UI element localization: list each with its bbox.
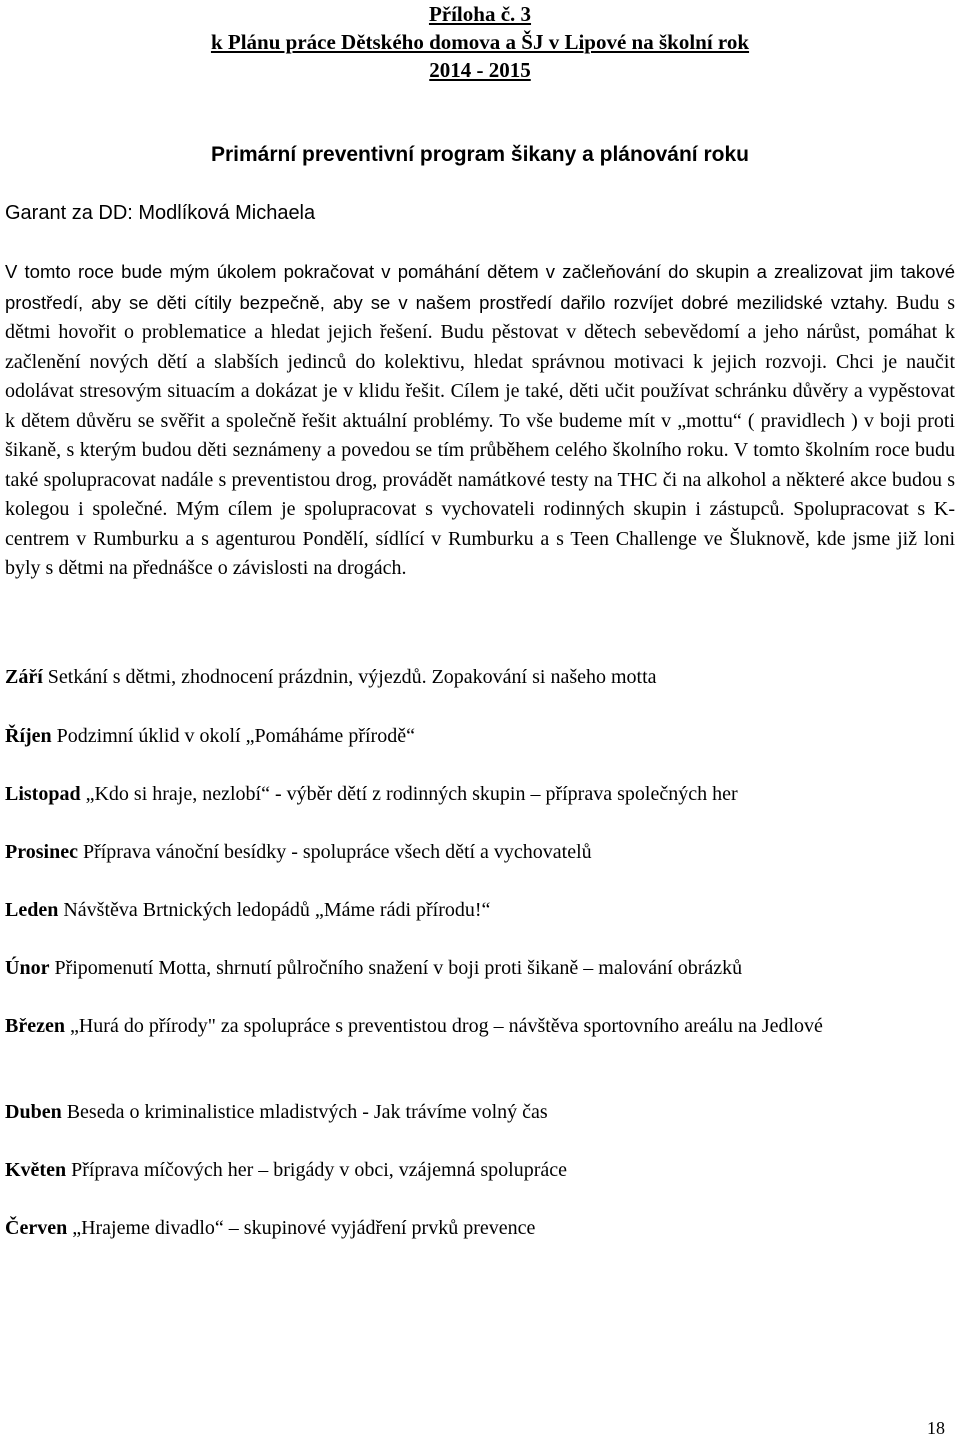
page-number: 18 [927,1418,945,1438]
month-item-unor [5,954,955,983]
month-name: Prosinec [5,841,78,863]
month-name: Květen [5,1159,67,1181]
month-name: Duben [5,1101,62,1123]
month-activity: „Kdo si hraje, nezlobí“ - výběr dětí z rodinných skupin – příprava společných her [80,783,738,805]
annex-label: Příloha č. 3 [428,2,532,26]
document-header [0,0,960,84]
month-name: Březen [5,1015,65,1037]
intro-paragraph [5,257,955,584]
month-item-prosinec [5,838,955,867]
month-item-duben [5,1098,955,1127]
month-activity: „Hrajeme divadlo“ – skupinové vyjádření prvků prevence [67,1217,536,1239]
intro-part-2: Budu s dětmi hovořit o problematice a hledat jejich řešení. Budu pěstovat v dětech sebevědomí a jeho nárůst, pomáhat k začlenění nových dětí a slabších jedinců do kolektivu, hledat správnou motivaci k jejich rozvoji. Chci je naučit odolávat stresovým situacím a dokázat je v klidu řešit. Cílem je také, děti učit používat schránku důvěry a vypěstovat k dětem důvěru se svěřit a společně řešit aktuální problémy. To vše budeme mít v „mottu“ ( pravidlech ) v boji proti šikaně, s kterým budou děti seznámeny a povedou se tím průběhem celého školního roku. V tomto školním roce budu také spolupracovat nadále s preventistou drog, provádět namátkové testy na THC či na alkohol a některé akce budou s kolegou i společné. Mým cílem je spolupracovat s vychovateli rodinných skupin i zástupců. Spolupracovat s K- centrem v Rumburku a s agenturou Pondělí, sídlící v Rumburku a s Teen Challenge ve Šluknově, kde jsme již loni byly s dětmi na přednášce o závislosti na drogách. [5,291,955,579]
month-item-listopad [5,780,955,809]
month-item-brezen [5,1012,955,1041]
program-title: Primární preventivní program šikany a plánování roku [210,143,749,166]
month-activity: Připomenutí Motta, shrnutí půlročního snažení v boji proti šikaně – malování obrázků [49,957,743,979]
month-name: Leden [5,899,59,921]
month-item-rijen [5,722,955,751]
month-activity: Setkání s dětmi, zhodnocení prázdnin, výjezdů. Zopakování si našeho motta [42,666,657,688]
month-item-zari [5,663,955,692]
month-activity: Příprava vánoční besídky - spolupráce všech dětí a vychovatelů [77,841,592,863]
month-item-kveten [5,1156,955,1185]
month-activity: „Hurá do přírody" za spolupráce s preventistou drog – návštěva sportovního areálu na Jedlové [64,1015,823,1037]
month-item-cerven [5,1214,955,1243]
school-year: 2014 - 2015 [429,58,531,82]
month-name: Únor [5,957,50,979]
month-activity: Podzimní úklid v okolí „Pomáháme přírodě“ [51,725,415,747]
guarantor: Garant za DD: Modlíková Michaela [5,202,316,224]
month-name: Červen [5,1217,68,1239]
month-name: Září [5,666,43,688]
intro-part-1: V tomto roce bude mým úkolem pokračovat v pomáhání dětem v začleňování do skupin a zrealizovat jim takové prostředí, aby se děti cítily bezpečně, aby se v našem prostředí dařilo rozvíjet dobré mezilidské vztahy. [5,261,955,313]
month-item-leden [5,896,955,925]
month-activity: Beseda o kriminalistice mladistvých - Jak trávíme volný čas [61,1101,548,1123]
month-activity: Příprava míčových her – brigády v obci, vzájemná spolupráce [66,1159,568,1181]
month-activity: Návštěva Brtnických ledopádů „Máme rádi přírodu!“ [58,899,491,921]
month-name: Listopad [5,783,81,805]
plan-title: k Plánu práce Dětského domova a ŠJ v Lipové na školní rok [210,30,750,54]
month-name: Říjen [5,725,52,747]
